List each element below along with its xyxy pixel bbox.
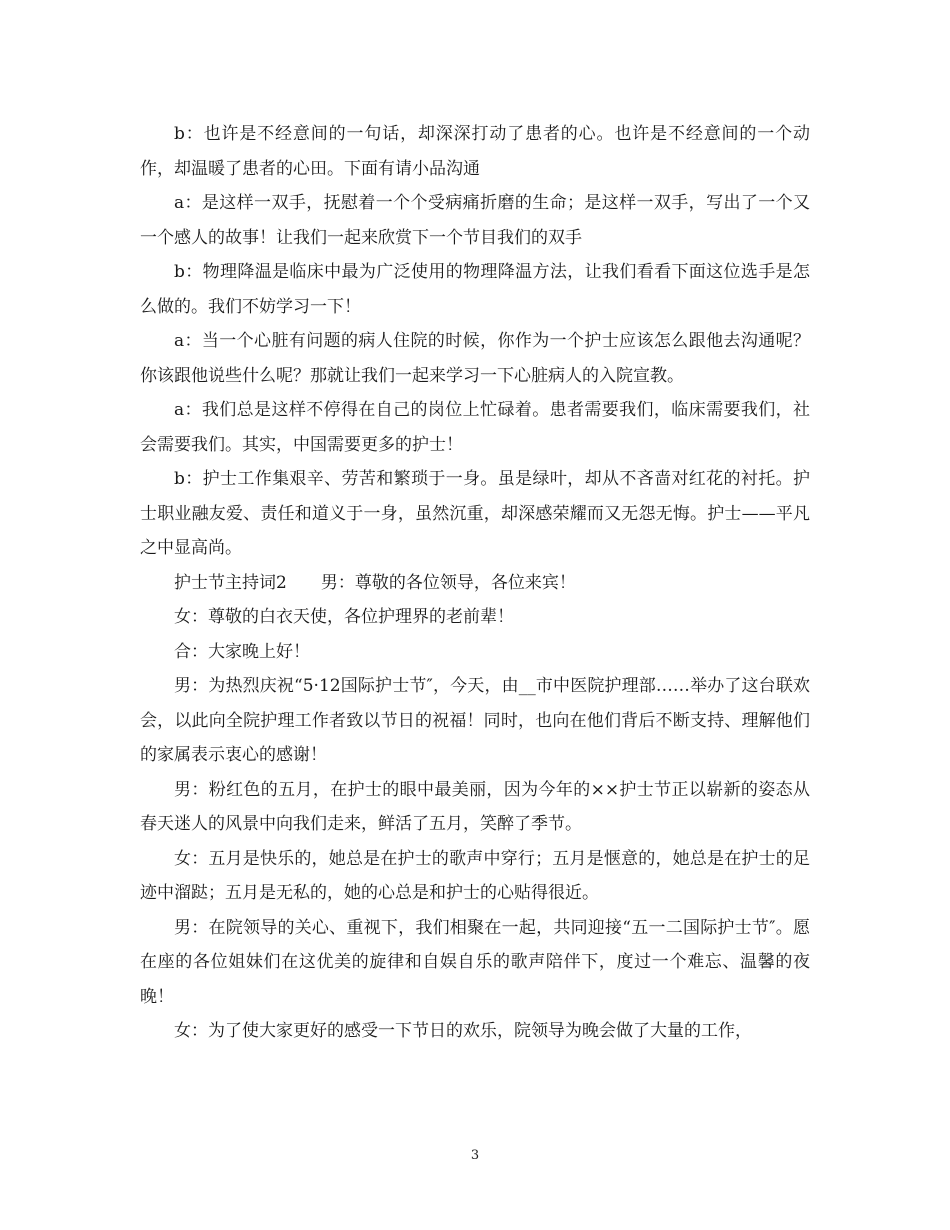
page-number: 3 <box>470 1148 480 1163</box>
paragraph: 男：在院领导的关心、重视下，我们相聚在一起，共同迎接“五一二国际护士节″。愿在座的各位姐妹们在这优美的旋律和自娱自乐的歌声陪伴下，度过一个难忘、温馨的夜晚！ <box>140 917 810 1007</box>
paragraph: 男：为热烈庆祝“5·12国际护士节″，今天，由__市中医院护理部……举办了这台联欢会，以此向全院护理工作者致以节日的祝福！同时，也向在他们背后不断支持、理解他们的家属表示衷心的感谢！ <box>140 676 810 765</box>
paragraph: 男：粉红色的五月，在护士的眼中最美丽，因为今年的××护士节正以崭新的姿态从春天迷人的风景中向我们走来，鲜活了五月，笑醉了季节。 <box>140 779 810 834</box>
document-body <box>140 117 810 1049</box>
paragraph: 女：五月是快乐的，她总是在护士的歌声中穿行；五月是惬意的，她总是在护士的足迹中溜跶；五月是无私的，她的心总是和护士的心贴得很近。 <box>140 848 810 903</box>
paragraph: a：是这样一双手，抚慰着一个个受病痛折磨的生命；是这样一双手，写出了一个又一个感人的故事！让我们一起来欣赏下一个节目我们的双手 <box>140 193 810 248</box>
paragraph: 护士节主持词2 男：尊敬的各位领导，各位来宾！ <box>174 572 576 593</box>
paragraph: 女：为了使大家更好的感受一下节日的欢乐，院领导为晚会做了大量的工作， <box>174 1021 752 1041</box>
paragraph: 合：大家晚上好！ <box>174 641 310 662</box>
paragraph: 女：尊敬的白衣天使，各位护理界的老前辈！ <box>174 607 514 627</box>
paragraph: a：我们总是这样不停得在自己的岗位上忙碌着。患者需要我们，临床需要我们，社会需要我们。其实，中国需要更多的护士！ <box>140 400 810 455</box>
paragraph: b：也许是不经意间的一句话，却深深打动了患者的心。也许是不经意间的一个动作，却温暖了患者的心田。下面有请小品沟通 <box>140 124 810 179</box>
paragraph: a：当一个心脏有问题的病人住院的时候，你作为一个护士应该怎么跟他去沟通呢？你该跟他说些什么呢？那就让我们一起来学习一下心脏病人的入院宣教。 <box>140 331 810 386</box>
paragraph: b：物理降温是临床中最为广泛使用的物理降温方法，让我们看看下面这位选手是怎么做的。我们不妨学习一下！ <box>140 262 810 317</box>
paragraph: b：护士工作集艰辛、劳苦和繁琐于一身。虽是绿叶，却从不吝啬对红花的衬托。护士职业融友爱、责任和道义于一身，虽然沉重，却深感荣耀而又无怨无悔。护士——平凡之中显高尚。 <box>140 469 810 558</box>
